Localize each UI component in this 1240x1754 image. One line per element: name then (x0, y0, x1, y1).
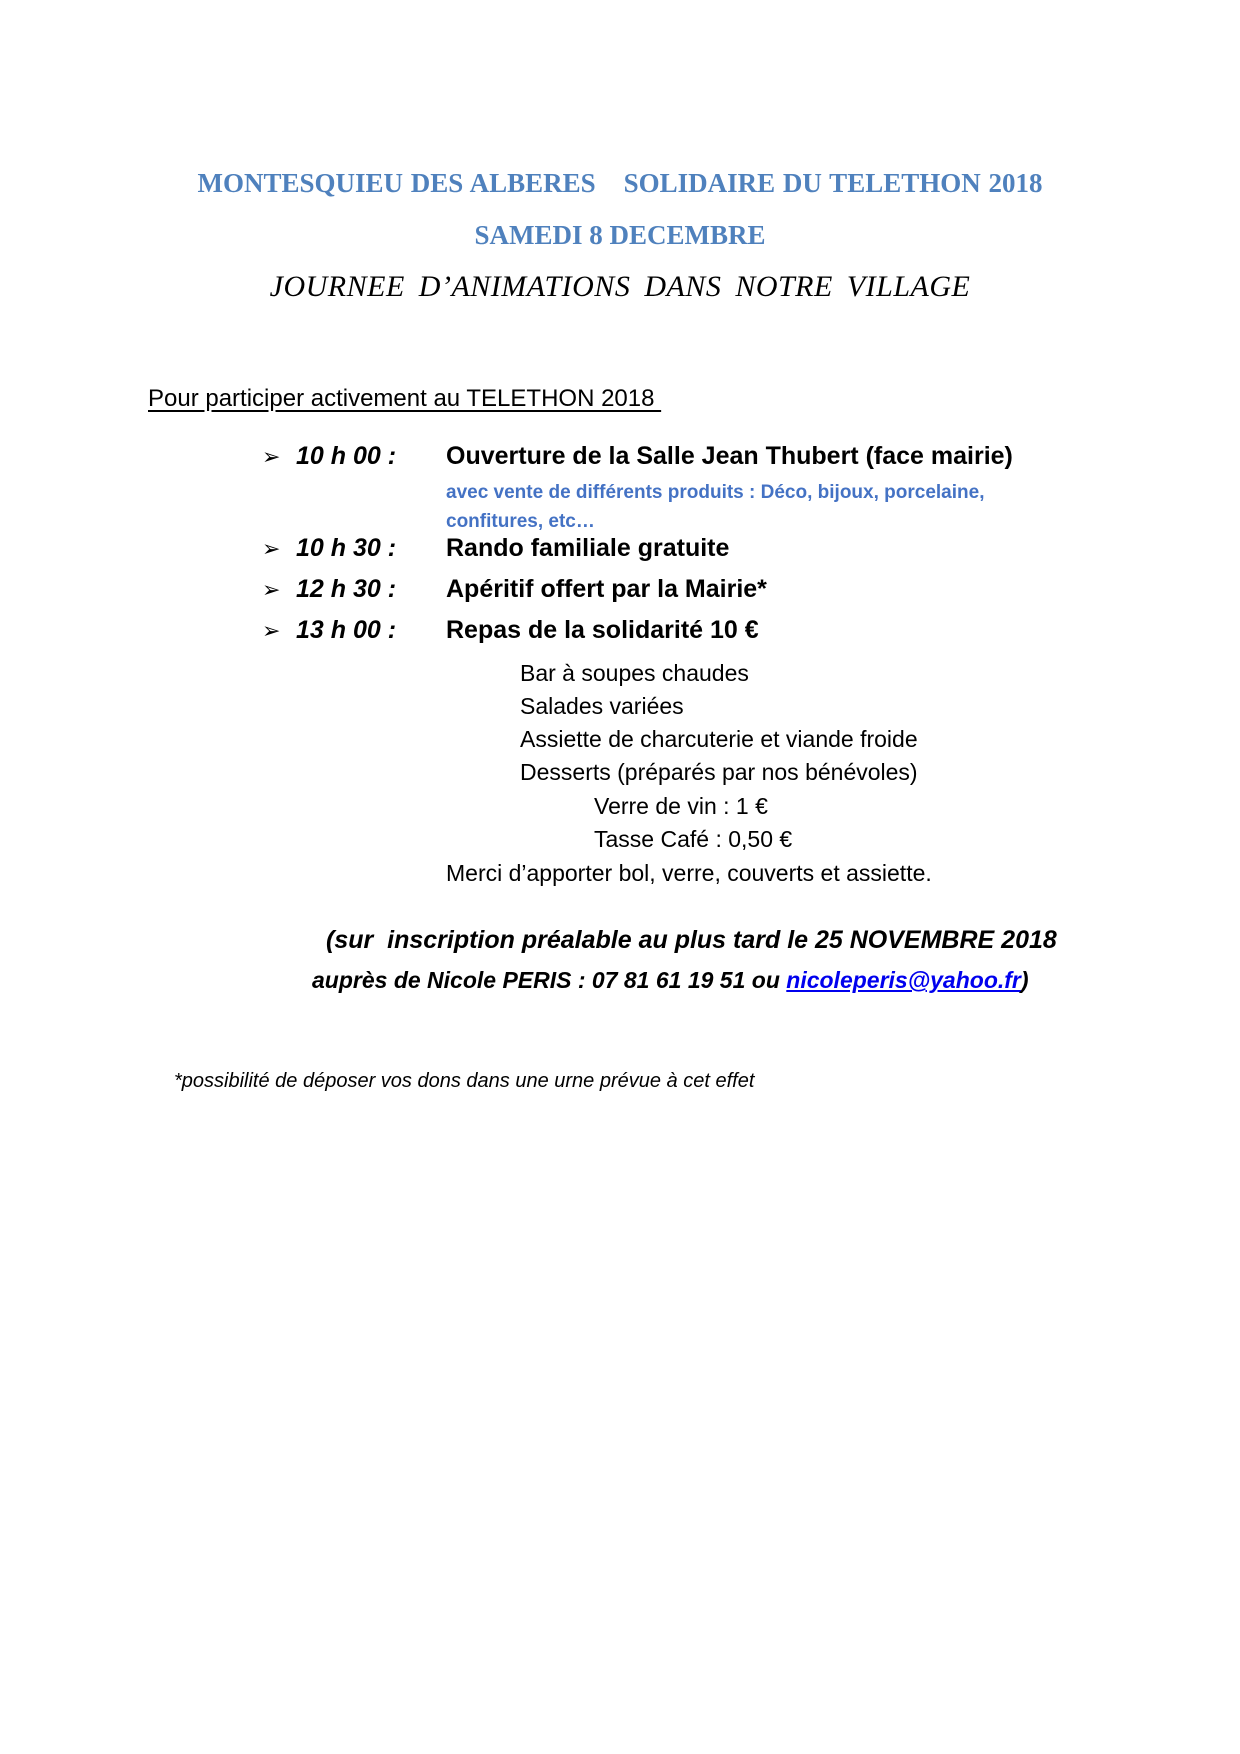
title-right: SOLIDAIRE DU TELETHON 2018 (623, 168, 1043, 198)
email-link[interactable]: nicoleperis@yahoo.fr (786, 967, 1021, 993)
schedule-time: 13 h 00 : (296, 616, 397, 644)
contact-text: auprès de Nicole PERIS : 07 81 61 19 51 ou (312, 967, 787, 993)
schedule-activity: Apéritif offert par la Mairie* (446, 575, 767, 603)
registration-contact (312, 967, 1029, 994)
contact-close: ) (1020, 967, 1029, 993)
schedule-activity: Ouverture de la Salle Jean Thubert (face mairie) (446, 442, 1013, 470)
menu-item: Bar à soupes chaudes (520, 660, 749, 686)
arrow-bullet-icon: ➢ (262, 577, 281, 602)
registration-deadline: (sur inscription préalable au plus tard le 25 NOVEMBRE 2018 (326, 926, 1057, 954)
arrow-bullet-icon: ➢ (262, 536, 281, 561)
schedule-time: 12 h 30 : (296, 575, 397, 603)
bring-utensils-note: Merci d’apporter bol, verre, couverts et assiette. (446, 860, 932, 886)
event-date: SAMEDI 8 DECEMBRE (474, 220, 766, 250)
footnote: *possibilité de déposer vos dons dans une urne prévue à cet effet (174, 1070, 755, 1092)
menu-item: Salades variées (520, 693, 684, 719)
page-subtitle: JOURNEE D’ANIMATIONS DANS NOTRE VILLAGE (269, 270, 971, 303)
title-left: MONTESQUIEU DES ALBERES (197, 168, 596, 198)
page-title (0, 168, 1240, 199)
menu-item: Desserts (préparés par nos bénévoles) (520, 759, 918, 785)
schedule-time: 10 h 30 : (296, 534, 397, 562)
menu-item: Assiette de charcuterie et viande froide (520, 726, 918, 752)
intro-text: Pour participer activement au TELETHON 2018 (148, 385, 662, 412)
arrow-bullet-icon: ➢ (262, 618, 281, 643)
schedule-activity: Rando familiale gratuite (446, 534, 730, 562)
arrow-bullet-icon: ➢ (262, 444, 281, 469)
schedule-activity: Repas de la solidarité 10 € (446, 616, 759, 644)
schedule-time: 10 h 00 : (296, 442, 397, 470)
menu-item-coffee: Tasse Café : 0,50 € (594, 826, 793, 852)
products-note: avec vente de différents produits : Déco, bijoux, porcelaine, confitures, etc… (446, 482, 985, 532)
menu-item-wine: Verre de vin : 1 € (594, 793, 768, 819)
